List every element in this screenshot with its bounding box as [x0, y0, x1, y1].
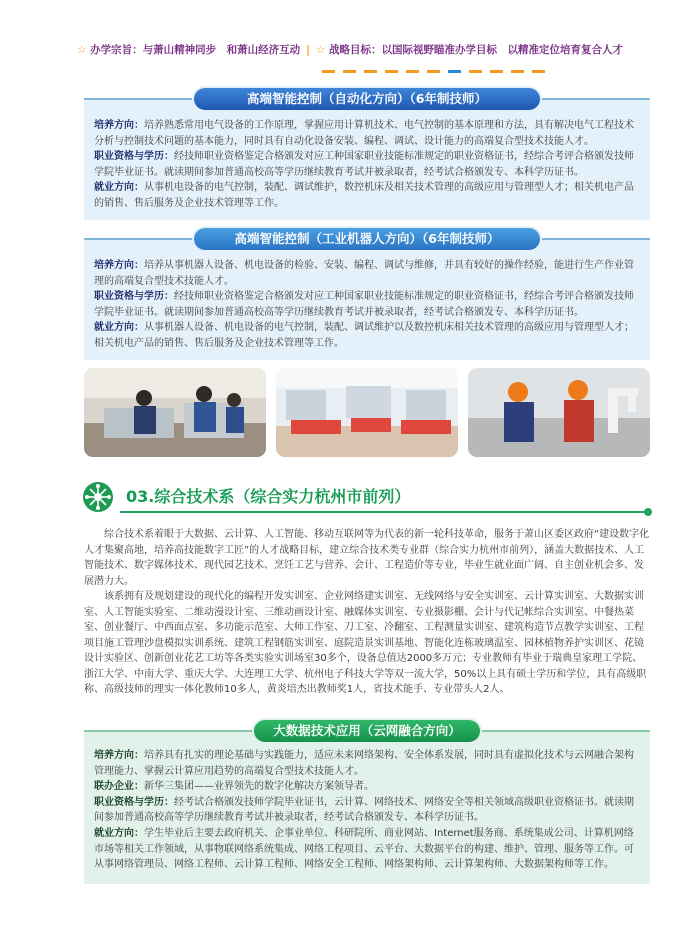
box-title-bar: [84, 88, 650, 110]
item-employment: 就业方向：从事机电设备的电气控制，装配、调试维护，数控机床及相关技术管理的高级应用与管理型人才；相关机电产品的销售、售后服务及企业技术管理等工作。: [94, 182, 634, 209]
box-body: [84, 100, 650, 212]
item-qualification: 职业资格与学历：经考试合格颁发技师学院毕业证书，云计算、网络技术、网络安全等相关领域高级职业资格证书。就读期间参加普通高校高等学历继续教育考试并被录取者，经考试合格颁发专、本科学历证书。: [94, 796, 634, 824]
lab-photo-robot: [468, 368, 650, 457]
lab-photo-workshop: [276, 368, 458, 457]
paragraph-facilities: 该系拥有及规划建设的现代化的编程开发实训室、企业网络建实训室、无线网络与安全实训室、云计算实训室、大数据实训室、人工智能实验室、二维动漫设计室、三维动画设计室、融媒体实训室、专业摄影棚、会计与代记帐综合实训室、中餐热菜室、创业餐厅、中西面点室、多功能示范室、大师工作室、刀工室、冷翻室、工程测量实训室、建筑构造节点教学实训室、工程项目施工管理沙盘模拟实训系统、建筑工程钢筋实训室、庭院造景实训基地、智能化连栋玻璃温室、园林植物养护实训区、花镜设计实验区、创新创业花艺工坊等各类实验实训场室30多个，设备总值达2000多万元；专业教师有毕业于瑞典皇家理工学院、浙江大学、中南大学、重庆大学、大连理工大学、杭州电子科技大学等双一流大学，50%以上具有硕士学历和学位，具有高级职称、高级技师的理实一体化教师10多人，黄炎培杰出教师奖1人，省技术能手、专业带头人2人。: [84, 591, 647, 695]
lab-photo-students: [84, 368, 266, 457]
item-qualification: 职业资格与学历：经技师职业资格鉴定合格颁发对应工种国家职业技能标准规定的职业资格证书，经综合考评合格颁发技师学院毕业证书。就读期间参加普通高校高等学历继续教育考试并被录取者，经考试合格颁发专、本科学历证书。: [94, 291, 634, 318]
section-rule: [120, 511, 652, 513]
box-title: 大数据技术应用（云网融合方向）: [254, 720, 480, 742]
motto-label: 办学宗旨：: [90, 44, 143, 56]
network-icon: [82, 481, 114, 513]
item-training: 培养方向：培养具有扎实的理论基础与实践能力，适应未来网络架构、安全体系发展，同时具有虚拟化技术与云网融合架构管理能力、掌握云计算应用趋势的高端复合型技术技能人才。: [94, 750, 634, 777]
item-training: 培养方向：培养熟悉常用电气设备的工作原理，掌握应用计算机技术、电气控制的基本原理和方法，具有解决电气工程技术分析与控制技术问题的基本能力，同时具有自动化设备安装、编程、调试、设计能力的高端复合型技术技能人才。: [94, 120, 634, 147]
section-header: [82, 481, 652, 517]
box-title-bar: [84, 720, 650, 742]
program-box-robotics: [84, 231, 650, 360]
box-title: 高端智能控制（工业机器人方向）（6年制技师）: [194, 228, 540, 250]
box-body: [84, 732, 650, 873]
section-title: 03.综合技术系（综合实力杭州市前列）: [126, 487, 411, 506]
star-icon: ☆: [77, 44, 91, 56]
item-employment: 就业方向：学生毕业后主要去政府机关、企事业单位、科研院所、商业网站、Internet服务商、系统集成公司、计算机网络市场等相关工作领域，从事物联网络系统集成、网络工程项目、云平台、大数据平台的构建、维护、管理、服务等工作。可从事网络管理员、网络工程师、云计算工程师、网络安全工程师、网络架构师、云计算架构师、大数据架构师等工作。: [94, 827, 634, 871]
header-decoration: [322, 70, 545, 73]
item-partner: 联办企业：新华三集团——业界领先的数字化解决方案领导者。: [94, 781, 374, 793]
box-body: [84, 240, 650, 352]
goal-text: 以国际视野瞄准办学目标 以精准定位培育复合人才: [381, 44, 623, 56]
motto-text: 与萧山精神同步 和萧山经济互动: [142, 44, 301, 56]
program-box-bigdata: [84, 723, 650, 884]
separator: |: [306, 44, 310, 56]
item-qualification: 职业资格与学历：经技师职业资格鉴定合格颁发对应工种国家职业技能标准规定的职业资格证书，经综合考评合格颁发技师学院毕业证书。就读期间参加普通高校高等学历继续教育考试并被录取者，经考试合格颁发专、本科学历证书。: [94, 151, 634, 178]
paragraph-intro: 综合技术系着眼于大数据、云计算、人工智能、移动互联网等为代表的新一轮科技革命，服务于萧山区委区政府“建设数字化人才集聚高地，培养高技能数字工匠”的人才战略目标，建立综合技术类专业群（综合实力杭州市前列），涵盖大数据技术、人工智能技术、数字媒体技术、现代园艺技术、烹饪工艺与营养、会计、工程造价等专业，毕业生就业面广阔、自主创业机会多、发展潜力大。: [84, 529, 650, 587]
box-title-bar: [84, 228, 650, 250]
box-title: 高端智能控制（自动化方向）（6年制技师）: [194, 88, 540, 110]
item-employment: 就业方向：从事机器人设备、机电设备的电气控制，装配、调试维护以及数控机床相关技术管理的高级应用与管理型人才；相关机电产品的销售、售后服务及企业技术管理等工作。: [94, 322, 634, 349]
photo-strip: [84, 368, 650, 457]
program-box-automation: [84, 91, 650, 220]
goal-label: 战略目标：: [329, 44, 382, 56]
star-icon: ☆: [315, 44, 329, 56]
item-training: 培养方向：培养从事机器人设备、机电设备的检验、安装、编程、调试与维修，并具有较好的操作经验，能进行生产作业管理的高端复合型技术技能人才。: [94, 260, 634, 287]
header-motto: [0, 42, 700, 57]
section-description: [84, 527, 650, 698]
